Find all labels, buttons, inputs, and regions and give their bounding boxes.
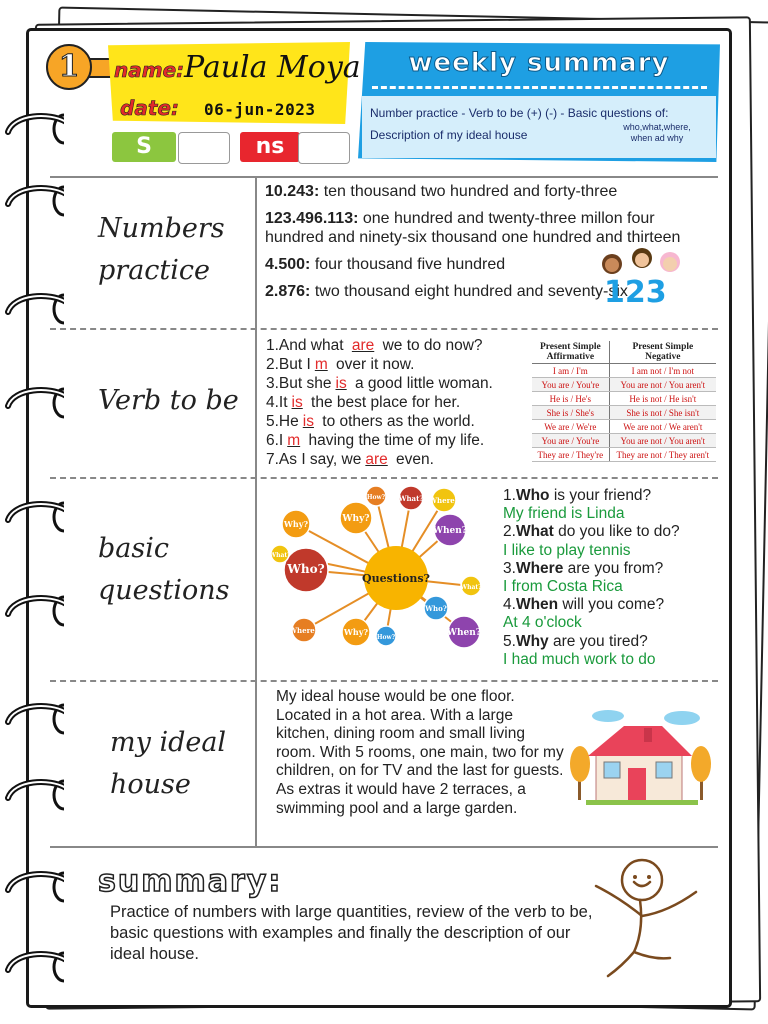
mindmap-word: What? [269,552,291,559]
summary-line-2: Description of my ideal house [370,128,528,142]
title-line: house [110,769,191,800]
table-cell-affirmative: You are / You're [532,434,609,448]
summary-line-3b: when ad why [630,133,684,143]
answer-item: I had much work to do [503,650,656,668]
mindmap-word: Where? [429,496,459,505]
date-label: date: [120,96,179,120]
table-cell-negative: You are not / You aren't [609,434,716,448]
binder-ring [4,868,64,906]
question-item: 5.Why are you tired? [503,632,648,650]
question-item: 1.Who is your friend? [503,487,652,504]
binder-ring [4,498,64,536]
table-cell-negative: They are not / They aren't [609,448,716,462]
mindmap-word: How? [366,494,386,501]
table-cell-affirmative: She is / She's [532,406,609,420]
summary-line-1: Number practice - Verb to be (+) (-) - Basic questions of: [370,106,669,120]
answer-item: My friend is Linda [503,505,625,523]
table-cell-affirmative: I am / I'm [532,364,609,378]
student-name: Paula Moya [184,50,361,85]
binder-ring [4,700,64,738]
table-cell-affirmative: He is / He's [532,392,609,406]
verb-blank[interactable]: is [302,413,314,430]
verb-sentence: 4.It is the best place for her. [266,394,461,411]
table-cell-affirmative: You are / You're [532,378,609,392]
section-divider [50,846,718,848]
verb-sentences [266,336,536,469]
answer-item: At 4 o'clock [503,614,582,632]
table-cell-negative: He is not / He isn't [609,392,716,406]
table-row [532,420,716,434]
title-line: my ideal [110,727,227,758]
verb-to-be-table [532,341,716,462]
mindmap-word: Who? [287,562,325,576]
binder-ring [4,110,64,148]
question-item: 3.Where are you from? [503,559,664,577]
table-header-affirmative: Present Simple Affirmative [532,341,609,364]
binder-ring [4,592,64,630]
question-item: 4.When will you come? [503,596,665,614]
questions-mindmap [266,486,494,662]
verb-blank[interactable]: m [314,356,328,373]
mindmap-word: What? [398,494,424,503]
title-line: practice [98,255,210,286]
verb-sentence: 1.And what are we to do now? [266,337,483,354]
number-item: 123.496.113: one hundred and twenty-three millon four hundred and ninety-six thousand one hundred and thirteen [265,210,681,246]
mindmap-center-label: Questions? [361,572,431,585]
verb-blank[interactable]: are [365,451,388,468]
table-cell-affirmative: They are / They're [532,448,609,462]
number-item: 4.500: four thousand five hundred [265,256,506,273]
answer-item: I from Costa Rica [503,578,623,596]
summary-title: summary: [98,864,283,899]
section-title-questions [98,528,230,612]
verb-blank[interactable]: m [287,432,301,449]
verb-sentence: 6.I m having the time of my life. [266,432,485,449]
section-divider [50,328,718,330]
table-cell-negative: I am not / I'm not [609,364,716,378]
weekly-summary-title: weekly summary [408,48,670,78]
binder-ring [4,290,64,328]
mindmap-word: How? [376,634,396,641]
mindmap-word: What? [460,584,482,591]
table-cell-negative: She is not / She isn't [609,406,716,420]
section-title-house [110,722,226,806]
section-title-numbers [98,208,225,292]
name-label: name: [114,58,185,82]
verb-sentence: 5.He is to others as the world. [266,413,475,430]
stick-figure-illustration [590,852,710,984]
column-divider [255,178,257,846]
chip-s[interactable]: S [112,132,176,162]
section-title-verb: Verb to be [98,385,239,416]
table-row [532,378,716,392]
mindmap-word: Who? [425,604,447,613]
table-cell-negative: You are not / You aren't [609,378,716,392]
section-divider [50,176,718,178]
mindmap-word: Why? [342,514,370,524]
mindmap-word: When? [432,526,468,536]
questions-list [503,487,723,669]
table-cell-affirmative: We are / We're [532,420,609,434]
table-cell-negative: We are not / We aren't [609,420,716,434]
verb-sentence: 7.As I say, we are even. [266,451,434,468]
summary-text: Practice of numbers with large quantities, review of the verb to be, basic questions with examples and finally the description of our ideal house. [110,903,593,963]
binder-ring [4,948,64,986]
chip-ns-checkbox[interactable] [298,132,350,164]
table-header-negative: Present Simple Negative [609,341,716,364]
title-line: basic [98,533,169,564]
summary-divider [372,86,707,89]
binder-ring [4,776,64,814]
summary-line-3a: who,what,where, [623,122,691,132]
kids-123-illustration [596,246,688,304]
verb-blank[interactable]: is [291,394,303,411]
mindmap-word: When? [446,628,482,638]
table-row [532,406,716,420]
house-description: My ideal house would be one floor. Located in a hot area. With a large kitchen, dining room and small living room. With 5 rooms, one main, two for my children, on for TV and the last for guests. As extras it would have 2 terraces, a swimming pool and a large garden. [276,688,564,817]
verb-blank[interactable]: is [335,375,347,392]
table-row [532,434,716,448]
binder-ring [4,384,64,422]
table-row [532,448,716,462]
title-line: Numbers [98,213,225,244]
mindmap-word: Why? [343,627,369,637]
house-illustration [566,708,716,808]
mindmap-word: Why? [283,519,309,529]
chip-ns[interactable]: ns [240,132,300,162]
mindmap-word: Where? [289,626,319,635]
question-item: 2.What do you like to do? [503,523,680,541]
number-item: 10.243: ten thousand two hundred and forty-three [265,183,618,200]
title-line: questions [98,575,230,606]
page-number-badge: 1 [46,44,92,90]
verb-blank[interactable]: are [351,337,375,354]
chip-s-checkbox[interactable] [178,132,230,164]
kids-badge-text: 123 [604,275,667,304]
date-value: 06-jun-2023 [204,100,316,119]
binder-ring [4,182,64,220]
verb-sentence: 2.But I m over it now. [266,356,415,373]
verb-sentence: 3.But she is a good little woman. [266,375,493,392]
section-divider [50,680,718,682]
section-divider [50,477,718,479]
table-row [532,392,716,406]
number-item: 2.876: two thousand eight hundred and seventy-six [265,283,628,300]
answer-item: I like to play tennis [503,541,631,559]
table-row [532,364,716,378]
